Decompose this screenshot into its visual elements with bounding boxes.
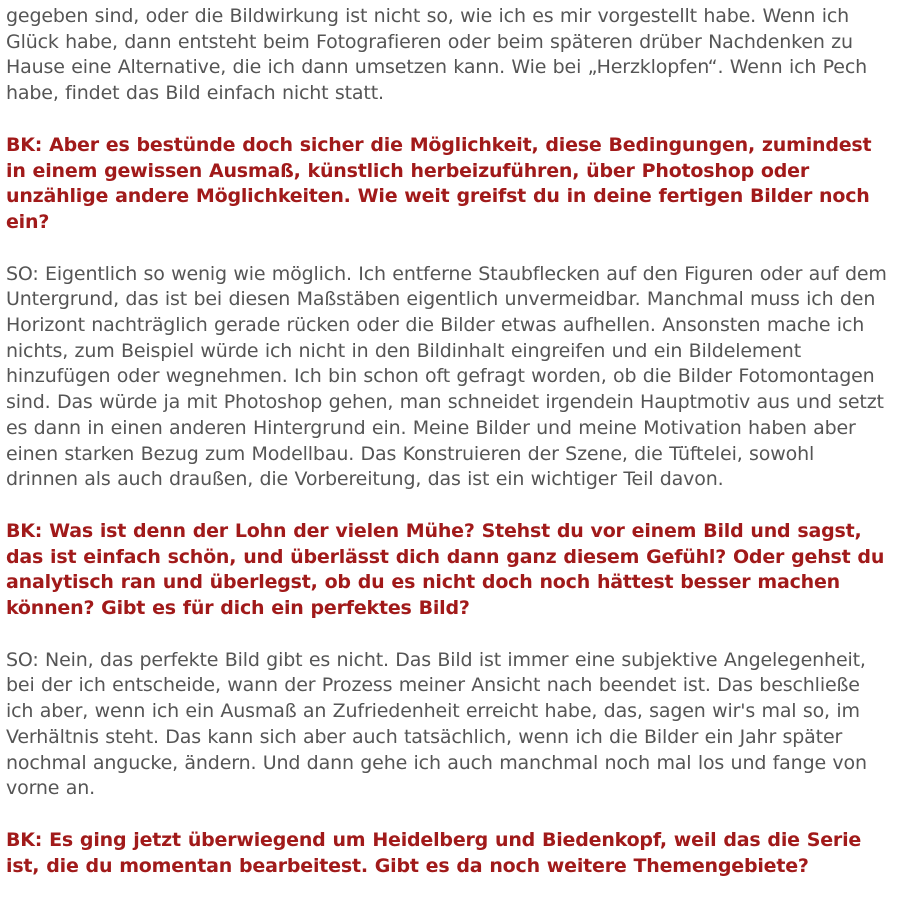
paragraph-gap (6, 622, 890, 648)
question-paragraph: BK: Aber es bestünde doch sicher die Möglichkeit, diese Bedingungen, zumindest in einem gewissen Ausmaß, künstlich herbeizuführen, über Photoshop oder unzählige andere Möglichkeiten. Wie weit greifst du in deine fertigen Bilder noch ein? (6, 133, 872, 233)
paragraph-gap (6, 493, 890, 519)
answer-paragraph: SO: Nein, das perfekte Bild gibt es nicht. Das Bild ist immer eine subjektive Angelegenheit, bei der ich entscheide, wann der Prozess meiner Ansicht nach beendet ist. Das beschließe ich aber, wenn ich ein Ausmaß an Zufriedenheit erreicht habe, das, sagen wir's mal so, im Verhältnis steht. Das kann sich aber auch tatsächlich, wenn ich die Bilder ein Jahr später nochmal angucke, ändern. Und dann gehe ich auch manchmal noch mal los und fange von vorne an. (6, 648, 867, 800)
paragraph-gap (6, 236, 890, 262)
answer-paragraph: gegeben sind, oder die Bildwirkung ist nicht so, wie ich es mir vorgestellt habe. Wenn ich Glück habe, dann entsteht beim Fotografieren oder beim späteren drüber Nachdenken zu Hause eine Alternative, die ich dann umsetzen kann. Wie bei „Herzklopfen“. Wenn ich Pech habe, findet das Bild einfach nicht statt. (6, 5, 868, 105)
question-paragraph: BK: Was ist denn der Lohn der vielen Mühe? Stehst du vor einem Bild und sagst, das ist einfach schön, und überlässt dich dann ganz diesem Gefühl? Oder gehst du analytisch ran und überlegst, ob du es nicht doch noch hättest besser machen können? Gibt es für dich ein perfektes Bild? (6, 519, 885, 620)
paragraph-gap (6, 802, 890, 828)
question-paragraph: BK: Es ging jetzt überwiegend um Heidelberg und Biedenkopf, weil das die Serie ist, die du momentan bearbeitest. Gibt es da noch weitere Themengebiete? (6, 828, 862, 877)
paragraph-gap (6, 107, 890, 133)
answer-paragraph: SO: Eigentlich so wenig wie möglich. Ich entferne Staubflecken auf den Figuren oder auf dem Untergrund, das ist bei diesen Maßstäben eigentlich unvermeidbar. Manchmal muss ich den Horizont nachträglich gerade rücken oder die Bilder etwas aufhellen. Ansonsten mache ich nichts, zum Beispiel würde ich nicht in den Bildinhalt eingreifen und ein Bildelement hinzufügen oder wegnehmen. Ich bin schon oft gefragt worden, ob die Bilder Fotomontagen sind. Das würde ja mit Photoshop gehen, man schneidet irgendein Hauptmotiv aus und setzt es dann in einen anderen Hintergrund ein. Meine Bilder und meine Motivation haben aber einen starken Bezug zum Modellbau. Das Konstruieren der Szene, die Tüftelei, sowohl drinnen als auch draußen, die Vorbereitung, das ist ein wichtiger Teil davon. (6, 262, 887, 491)
interview-text (6, 0, 890, 879)
